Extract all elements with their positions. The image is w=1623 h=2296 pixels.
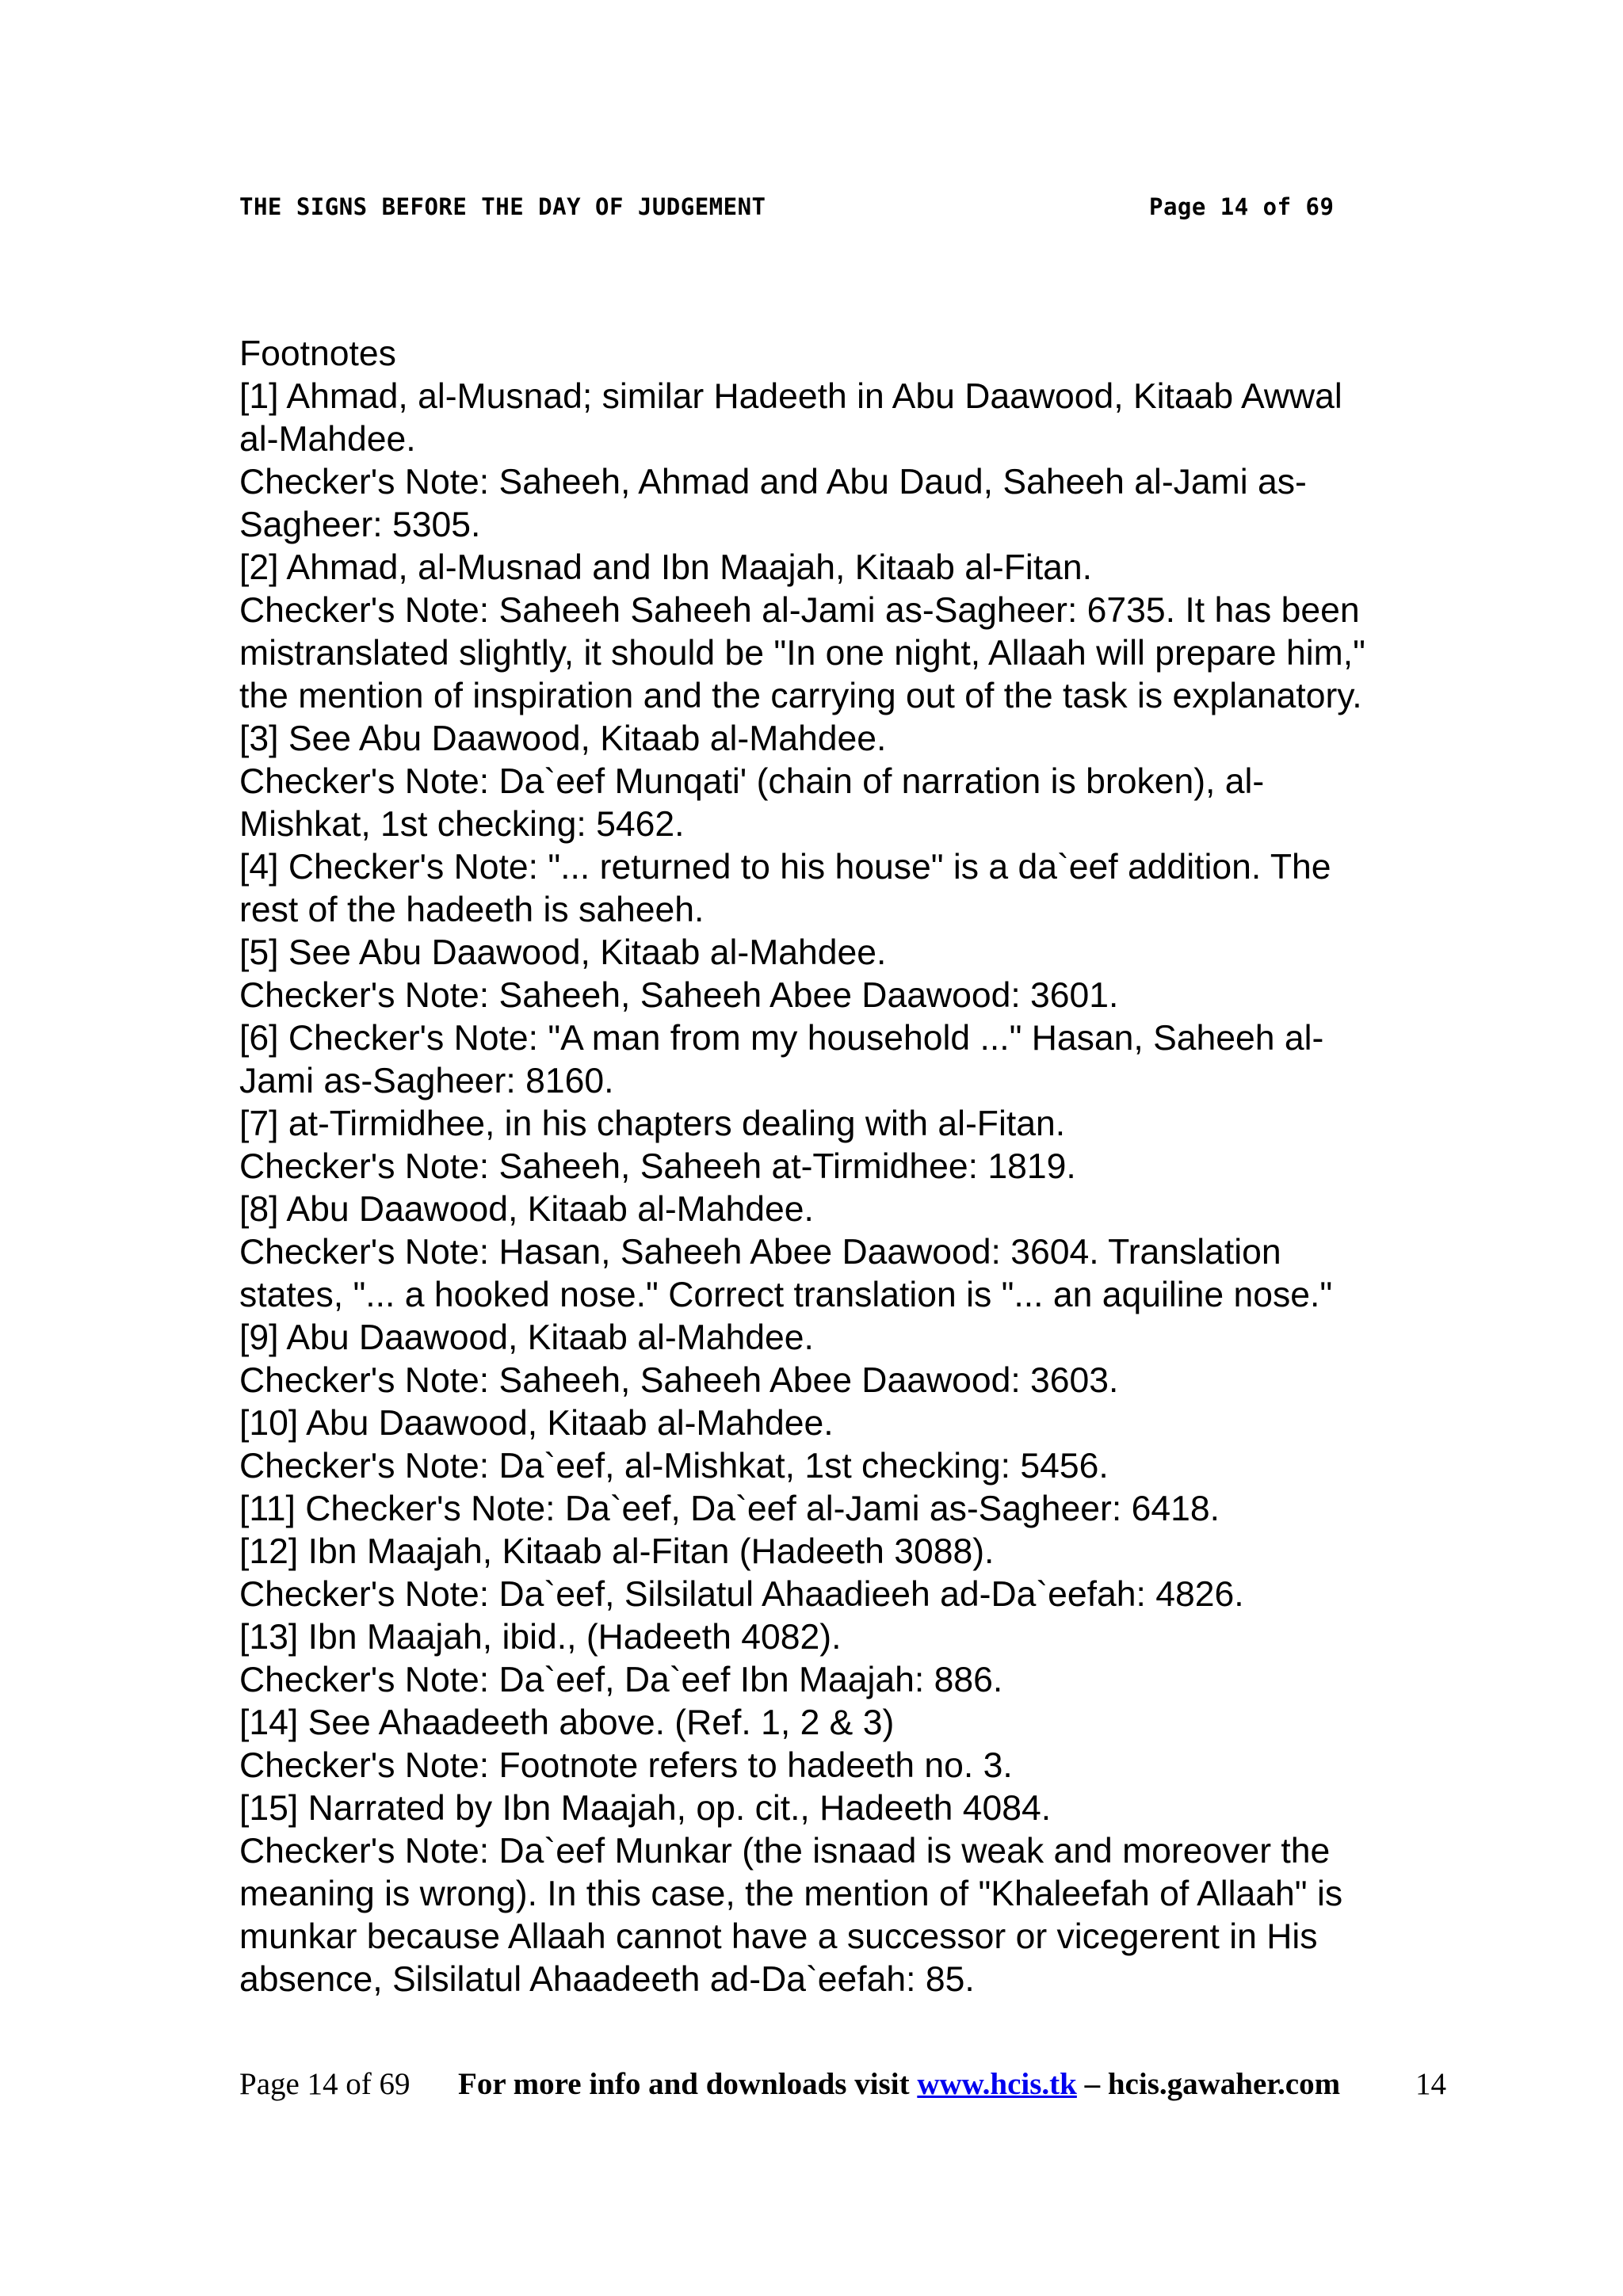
website-link[interactable]: www.hcis.tk xyxy=(917,2067,1077,2101)
footnote-line: Checker's Note: Da`eef Munqati' (chain of narration is broken), al- xyxy=(239,762,1265,801)
footnote-line: Checker's Note: Da`eef Munkar (the isnaad is weak and moreover the xyxy=(239,1832,1331,1871)
footnote-line: meaning is wrong). In this case, the mention of "Khaleefah of Allaah" is xyxy=(239,1875,1343,1913)
footnote-line: [14] See Ahaadeeth above. (Ref. 1, 2 & 3) xyxy=(239,1703,895,1742)
footnote-line: [13] Ibn Maajah, ibid., (Hadeeth 4082). xyxy=(239,1618,842,1657)
footnote-line: the mention of inspiration and the carrying out of the task is explanatory. xyxy=(239,677,1362,715)
footer-page-number: 14 xyxy=(1415,2067,1446,2101)
footnote-line: [15] Narrated by Ibn Maajah, op. cit., Hadeeth 4084. xyxy=(239,1789,1052,1828)
footnote-line: [11] Checker's Note: Da`eef, Da`eef al-Jami as-Sagheer: 6418. xyxy=(239,1489,1220,1528)
footnote-line: [1] Ahmad, al-Musnad; similar Hadeeth in Abu Daawood, Kitaab Awwal xyxy=(239,377,1342,416)
footnote-line: absence, Silsilatul Ahaadeeth ad-Da`eefah: 85. xyxy=(239,1960,975,1999)
footnote-line: rest of the hadeeth is saheeh. xyxy=(239,891,705,929)
footnote-line: [3] See Abu Daawood, Kitaab al-Mahdee. xyxy=(239,719,887,758)
footnote-line: states, "... a hooked nose." Correct translation is "... an aquiline nose." xyxy=(239,1276,1333,1314)
header-page-label: Page 14 of 69 xyxy=(1149,193,1335,220)
footnote-line: Checker's Note: Footnote refers to hadeeth no. 3. xyxy=(239,1746,1013,1785)
footnote-line: [5] See Abu Daawood, Kitaab al-Mahdee. xyxy=(239,933,887,972)
footnote-line: Checker's Note: Saheeh, Ahmad and Abu Daud, Saheeh al-Jami as- xyxy=(239,463,1307,502)
footnote-line: Checker's Note: Da`eef, Da`eef Ibn Maajah: 886. xyxy=(239,1661,1003,1699)
document-title: THE SIGNS BEFORE THE DAY OF JUDGEMENT xyxy=(239,193,766,220)
footnote-line: Checker's Note: Da`eef, Silsilatul Ahaadieeh ad-Da`eefah: 4826. xyxy=(239,1575,1244,1614)
footer-suffix: – hcis.gawaher.com xyxy=(1076,2067,1341,2101)
footnote-line: [4] Checker's Note: "... returned to his house" is a da`eef addition. The xyxy=(239,848,1331,887)
footnote-line: Checker's Note: Da`eef, al-Mishkat, 1st checking: 5456. xyxy=(239,1447,1109,1486)
footer-page-label: Page 14 of 69 xyxy=(239,2067,411,2101)
footnote-line: Jami as-Sagheer: 8160. xyxy=(239,1062,614,1100)
footnote-line: [12] Ibn Maajah, Kitaab al-Fitan (Hadeeth 3088). xyxy=(239,1532,995,1571)
footnote-line: mistranslated slightly, it should be "In one night, Allaah will prepare him," xyxy=(239,634,1365,673)
footnote-line: Mishkat, 1st checking: 5462. xyxy=(239,805,685,844)
footnote-line: [2] Ahmad, al-Musnad and Ibn Maajah, Kitaab al-Fitan. xyxy=(239,548,1093,587)
footnote-line: [7] at-Tirmidhee, in his chapters dealing with al-Fitan. xyxy=(239,1104,1066,1143)
footnote-line: munkar because Allaah cannot have a successor or vicegerent in His xyxy=(239,1917,1318,1956)
footnote-line: Checker's Note: Saheeh, Saheeh at-Tirmidhee: 1819. xyxy=(239,1147,1076,1186)
footnotes-heading: Footnotes xyxy=(239,334,396,373)
footnote-line: [8] Abu Daawood, Kitaab al-Mahdee. xyxy=(239,1190,814,1229)
footnote-line: Checker's Note: Saheeh, Saheeh Abee Daawood: 3601. xyxy=(239,976,1119,1015)
footnote-line: [9] Abu Daawood, Kitaab al-Mahdee. xyxy=(239,1318,814,1357)
footnote-line: Checker's Note: Hasan, Saheeh Abee Daawood: 3604. Translation xyxy=(239,1233,1281,1272)
footnotes-body xyxy=(239,333,1452,2001)
footer-prefix: For more info and downloads visit xyxy=(458,2067,918,2101)
footnote-line: Checker's Note: Saheeh Saheeh al-Jami as-Sagheer: 6735. It has been xyxy=(239,591,1360,630)
footnote-line: al-Mahdee. xyxy=(239,420,416,459)
footnote-line: Sagheer: 5305. xyxy=(239,505,481,544)
footer-info xyxy=(458,2066,1340,2102)
footnote-line: [10] Abu Daawood, Kitaab al-Mahdee. xyxy=(239,1404,834,1443)
footnote-line: Checker's Note: Saheeh, Saheeh Abee Daawood: 3603. xyxy=(239,1361,1119,1400)
footnote-line: [6] Checker's Note: "A man from my household ..." Hasan, Saheeh al- xyxy=(239,1019,1324,1058)
